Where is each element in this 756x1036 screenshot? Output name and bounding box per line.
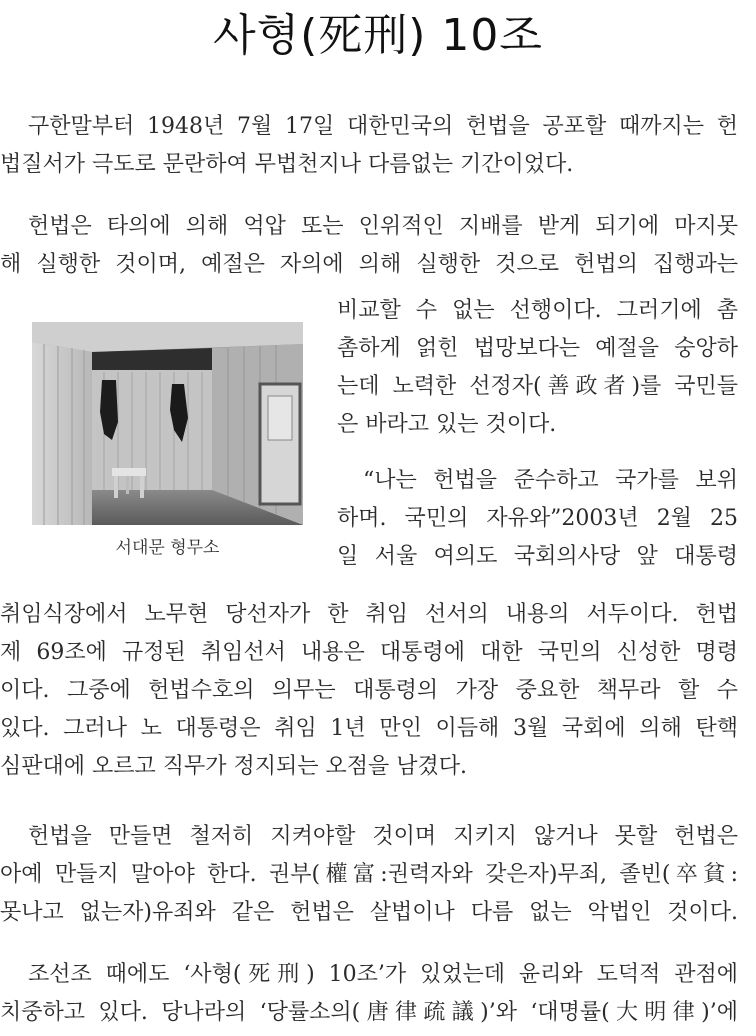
text-line: 하며. 국민의 자유와”2003년 2월 25 <box>337 506 738 531</box>
text-line: 는데 노력한 선정자(善政者)를 국민들 <box>337 374 738 399</box>
text-line: 해 실행한 것이며, 예절은 자의에 의해 실행한 것으로 헌법의 집행과는 <box>0 252 738 277</box>
text-line: 은 바라고 있는 것이다. <box>337 412 557 437</box>
text-line: 심판대에 오르고 직무가 정지되는 오점을 남겼다. <box>0 754 468 779</box>
paragraph-1 <box>0 108 738 184</box>
text-line: 법질서가 극도로 문란하여 무법천지나 다름없는 기간이었다. <box>0 152 574 177</box>
text-line: 취임식장에서 노무현 당선자가 한 취임 선서의 내용의 서두이다. 헌법 <box>0 602 738 627</box>
paragraph-2 <box>0 208 738 284</box>
text-line: 헌법은 타의에 의해 억압 또는 인위적인 지배를 받게 되기에 마지못 <box>28 214 738 239</box>
photo-caption: 서대문 형무소 <box>115 538 220 558</box>
paragraph-5 <box>0 956 738 1032</box>
text-line: 비교할 수 없는 선행이다. 그러기에 촘 <box>337 298 738 323</box>
prison-photo <box>32 322 303 525</box>
text-line: 촘하게 얽힌 법망보다는 예절을 숭앙하 <box>337 336 738 361</box>
text-line: “나는 헌법을 준수하고 국가를 보위 <box>363 468 738 493</box>
paragraph-3 <box>0 596 738 786</box>
paragraph-2-continued <box>337 292 738 444</box>
text-line: 제 69조에 규정된 취임선서 내용은 대통령에 대한 국민의 신성한 명령 <box>0 640 738 665</box>
text-line: 조선조 때에도 ‘사형(死刑) 10조’가 있었는데 윤리와 도덕적 관점에 <box>28 962 738 987</box>
paragraph-3-start <box>337 462 738 576</box>
text-line: 헌법을 만들면 철저히 지켜야할 것이며 지키지 않거나 못할 헌법은 <box>28 824 738 849</box>
text-line: 아예 만들지 말아야 한다. 권부(權富:권력자와 갖은자)무죄, 졸빈(卒貧: <box>0 862 738 887</box>
text-line: 치중하고 있다. 당나라의 ‘당률소의(唐律疏議)’와 ‘대명률(大明律)’에 <box>0 1000 738 1025</box>
text-line: 일 서울 여의도 국회의사당 앞 대통령 <box>337 544 738 569</box>
text-line: 있다. 그러나 노 대통령은 취임 1년 만인 이듬해 3월 국회에 의해 탄핵 <box>0 716 738 741</box>
text-line: 구한말부터 1948년 7월 17일 대한민국의 헌법을 공포할 때까지는 헌 <box>28 114 738 139</box>
paragraph-4 <box>0 818 738 932</box>
page-title: 사형(死刑) 10조 <box>213 10 543 61</box>
text-line: 못나고 없는자)유죄와 같은 헌법은 살법이나 다름 없는 악법인 것이다. <box>0 900 738 925</box>
text-line: 이다. 그중에 헌법수호의 의무는 대통령의 가장 중요한 책무라 할 수 <box>0 678 738 703</box>
